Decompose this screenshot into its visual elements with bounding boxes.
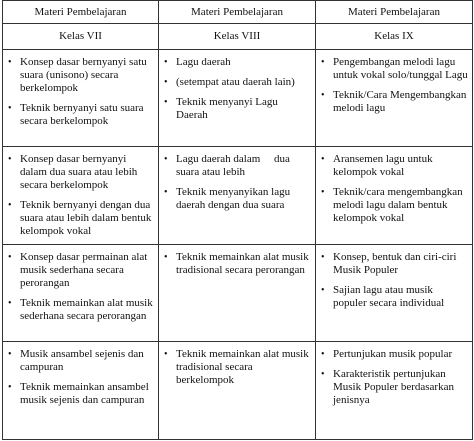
bullet-icon: • (321, 284, 325, 296)
table-cell (316, 244, 473, 342)
bullet-icon: • (164, 154, 168, 166)
header-col2: Materi Pembelajaran (159, 1, 316, 24)
list-item: • Teknik bernyanyi dengan dua suara atau lebih dalam bentuk kelompok vokal (8, 199, 152, 238)
table-cell (316, 49, 473, 147)
bullet-icon: • (8, 154, 12, 166)
list-item: • Teknik memainkan alat musik tradisional secara berkelompok (164, 348, 309, 387)
list-item: • Lagu daerah (164, 55, 231, 68)
bullet-icon: • (321, 56, 325, 68)
list-item: • Pertunjukan musik popular (321, 348, 453, 361)
header-col3: Materi Pembelajaran (316, 1, 473, 24)
list-item: • Pengembangan melodi lagu untuk vokal solo/tunggal Lagu (321, 55, 468, 81)
list-item: • Karakteristik pertunjukan Musik Populer berdasarkan jenisnya (321, 368, 454, 407)
bullet-icon: • (321, 251, 325, 263)
table-row (3, 342, 473, 440)
bullet-icon: • (321, 349, 325, 361)
table-cell (3, 342, 159, 440)
list-item: • Teknik memainkan alat musik sederhana secara perorangan (8, 296, 153, 322)
bullet-icon: • (321, 369, 325, 381)
bullet-icon: • (8, 297, 12, 309)
bullet-icon: • (8, 56, 12, 68)
bullet-icon: • (8, 102, 12, 114)
list-item: • Teknik memainkan ansambel musik sejenis dan campuran (8, 381, 149, 407)
table-cell (3, 49, 159, 147)
curriculum-table (2, 0, 473, 440)
table-row (3, 49, 473, 147)
list-item: • (setempat atau daerah lain) (164, 75, 295, 88)
list-item: • Konsep, bentuk dan ciri-ciri Musik Populer (321, 250, 457, 276)
table-cell (159, 342, 316, 440)
list-item: • Konsep dasar bernyanyi dalam dua suara atau lebih secara berkelompok (8, 153, 138, 192)
bullet-icon: • (321, 89, 325, 101)
list-item: • Lagu daerah dalam dua suara atau lebih (164, 153, 293, 179)
table-cell (3, 244, 159, 342)
header-row-2 (3, 24, 473, 49)
header-col1: Materi Pembelajaran (3, 1, 159, 24)
bullet-icon: • (164, 349, 168, 361)
bullet-icon: • (8, 251, 12, 263)
list-item: • Teknik/Cara Mengembangkan melodi lagu (321, 88, 467, 114)
header-row-1 (3, 1, 473, 24)
bullet-icon: • (8, 200, 12, 212)
bullet-icon: • (164, 251, 168, 263)
list-item: • Teknik bernyanyi satu suara secara berkelompok (8, 101, 144, 127)
bullet-icon: • (164, 96, 168, 108)
class-header-viii: Kelas VIII (159, 24, 316, 49)
table-row (3, 147, 473, 245)
class-header-ix: Kelas IX (316, 24, 473, 49)
bullet-icon: • (321, 154, 325, 166)
bullet-icon: • (164, 76, 168, 88)
list-item: • Teknik menyanyikan lagu daerah dengan dua suara (164, 186, 291, 212)
list-item: • Teknik/cara mengembangkan melodi lagu dalam bentuk kelompok vokal (321, 186, 463, 225)
table-row (3, 244, 473, 342)
list-item: • Sajian lagu atau musik populer secara individual (321, 283, 445, 309)
table-cell (159, 147, 316, 245)
table-cell (316, 342, 473, 440)
list-item: • Musik ansambel sejenis dan campuran (8, 348, 144, 374)
list-item: • Teknik menyanyi Lagu Daerah (164, 95, 278, 121)
table-cell (159, 244, 316, 342)
table-cell (159, 49, 316, 147)
bullet-icon: • (164, 187, 168, 199)
list-item: • Aransemen lagu untuk kelompok vokal (321, 153, 433, 179)
bullet-icon: • (8, 382, 12, 394)
table-cell (3, 147, 159, 245)
class-header-vii: Kelas VII (3, 24, 159, 49)
list-item: • Konsep dasar permainan alat musik sederhana secara perorangan (8, 250, 148, 289)
bullet-icon: • (164, 56, 168, 68)
list-item: • Konsep dasar bernyanyi satu suara (unisono) secara berkelompok (8, 55, 147, 94)
list-item: • Teknik memainkan alat musik tradisional secara perorangan (164, 250, 309, 276)
bullet-icon: • (8, 349, 12, 361)
bullet-icon: • (321, 187, 325, 199)
table-cell (316, 147, 473, 245)
